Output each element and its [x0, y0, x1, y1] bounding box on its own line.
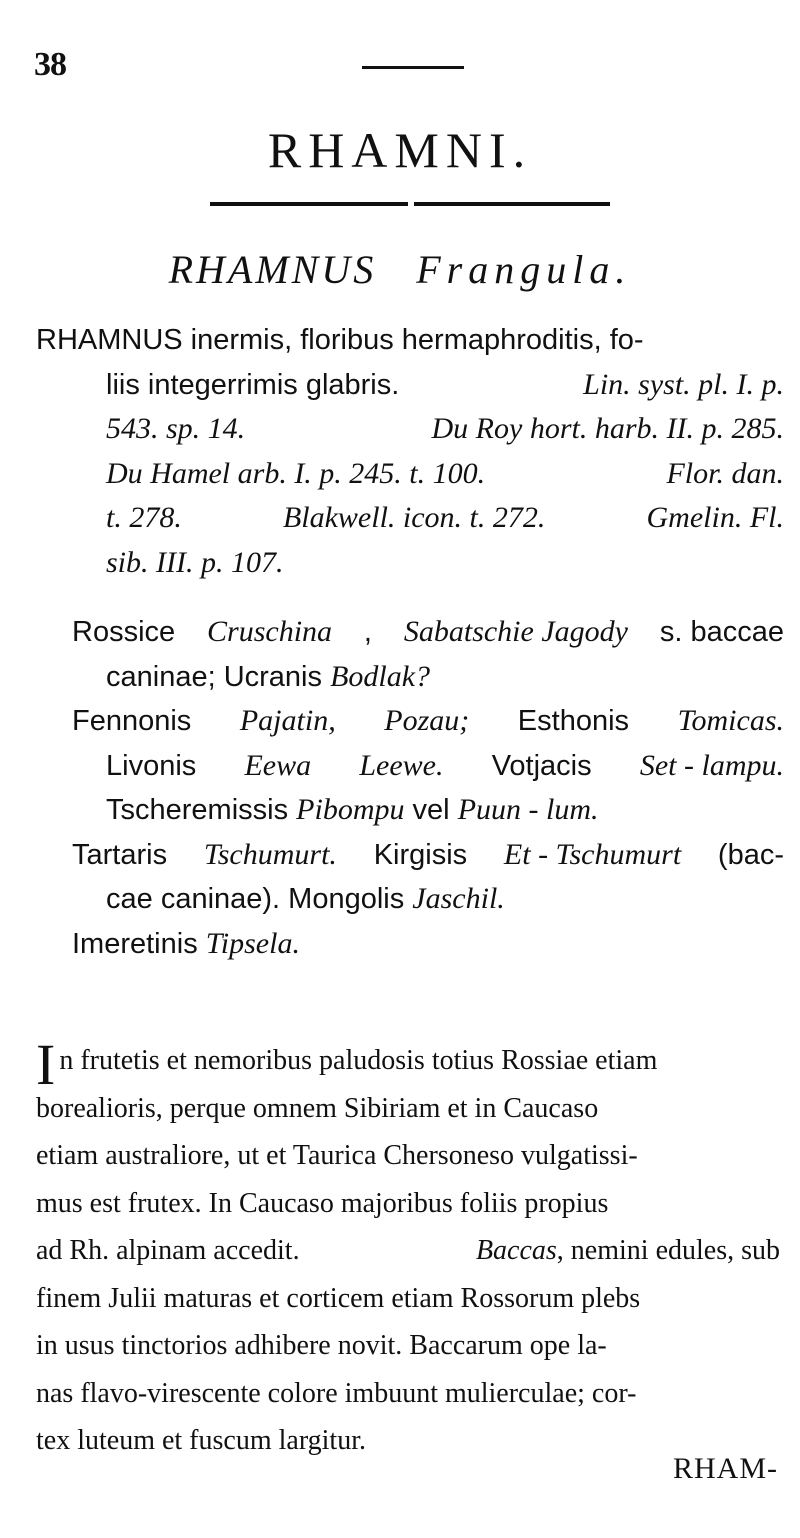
vernacular-block: [72, 610, 784, 966]
description-text: nas flavo-virescente colore imbuunt mulierculae; cor-: [36, 1377, 637, 1409]
vernacular-line: [72, 610, 784, 655]
lang-label: s. baccae: [659, 616, 784, 648]
vernacular-line: [72, 788, 784, 833]
drop-cap: I: [36, 1031, 56, 1097]
species-genus: RHAMNUS: [168, 247, 377, 292]
lang-label: vel: [412, 794, 450, 826]
lang-label: cae caninae). Mongolis: [106, 883, 405, 915]
heading-rule-right: [414, 202, 610, 206]
synonymy-citation: Blakwell. icon. t. 272.: [282, 501, 546, 534]
lang-label: Rossice: [72, 616, 176, 648]
vernacular-line: [72, 833, 784, 878]
lang-label: caninae; Ucranis: [106, 660, 322, 693]
vernacular-line: [72, 699, 784, 744]
lang-label: Livonis: [106, 749, 197, 782]
synonymy-citation: Du Hamel arb. I. p. 245. t. 100.: [106, 456, 486, 490]
vernacular-name: Bodlak?: [330, 659, 431, 693]
synonymy-citation: sib. III. p. 107.: [106, 545, 284, 579]
description-line: [36, 1417, 780, 1465]
lang-label: Kirgisis: [373, 838, 468, 871]
synonymy-line: [36, 496, 784, 541]
lang-label: Tartaris: [72, 838, 168, 871]
description-paragraph: [36, 1031, 780, 1465]
description-text: , nemini edules, sub: [556, 1235, 780, 1266]
synonymy-citation: Flor. dan.: [666, 456, 784, 490]
synonymy-text: liis integerrimis glabris.: [106, 368, 400, 401]
description-text: borealioris, perque omnem Sibiriam et in Caucaso: [36, 1092, 599, 1124]
synonymy-citation: t. 278.: [106, 501, 182, 534]
vernacular-name: Pibompu: [296, 793, 405, 826]
description-line: [36, 1322, 780, 1370]
description-text: ad Rh. alpinam accedit.: [36, 1235, 300, 1266]
synonymy-citation: 543. sp. 14.: [106, 412, 246, 445]
vernacular-name: Pozau;: [384, 704, 470, 737]
vernacular-name: Pajatin,: [239, 704, 336, 737]
vernacular-name: Eewa: [244, 748, 312, 782]
lang-label: Imeretinis: [72, 927, 198, 960]
vernacular-name: Tomicas.: [677, 704, 784, 737]
punct: ,: [363, 616, 372, 648]
vernacular-name: Et - Tschumurt: [503, 837, 682, 871]
description-text: mus est frutex. In Caucaso majoribus foliis propius: [36, 1187, 609, 1219]
synonymy-block: [36, 318, 784, 585]
vernacular-line: [72, 922, 784, 967]
lang-label: (bac-: [717, 838, 784, 871]
description-line: [36, 1227, 780, 1275]
description-line: [36, 1275, 780, 1323]
species-epithet: Frangula.: [416, 247, 632, 292]
genus-heading: RHAMNI.: [267, 122, 533, 178]
description-line: [36, 1132, 780, 1180]
description-text: in usus tinctorios adhibere novit. Baccarum ope la-: [36, 1330, 607, 1361]
vernacular-name: Set - lampu.: [639, 748, 784, 782]
description-line: [36, 1180, 780, 1228]
synonymy-citation: Lin. syst. pl. I. p.: [583, 367, 784, 401]
vernacular-name: Cruschina: [207, 615, 333, 648]
vernacular-name: Leewe.: [359, 748, 444, 782]
species-heading: [0, 246, 800, 294]
heading-rule-left: [210, 202, 408, 206]
vernacular-name: Tschumurt.: [203, 837, 337, 871]
vernacular-name: Jaschil.: [412, 882, 505, 915]
synonymy-citation: Du Roy hort. harb. II. p. 285.: [431, 412, 784, 445]
vernacular-name: Puun - lum.: [457, 793, 599, 826]
description-emphasis: Baccas: [475, 1235, 557, 1266]
vernacular-name: Tipsela.: [205, 926, 300, 960]
catchword: RHAM-: [672, 1452, 778, 1485]
description-line: [36, 1085, 780, 1133]
synonymy-line: [36, 452, 784, 497]
header-rule: [362, 66, 464, 69]
synonymy-line: [36, 407, 784, 452]
synonymy-line: [36, 363, 784, 408]
synonymy-line: [36, 318, 784, 363]
description-line: [36, 1370, 780, 1418]
description-text: etiam australiore, ut et Taurica Chersoneso vulgatissi-: [36, 1140, 638, 1171]
synonymy-text: RHAMNUS inermis, floribus hermaphroditis, fo-: [36, 324, 644, 356]
vernacular-line: [72, 877, 784, 922]
vernacular-line: [72, 744, 784, 789]
lang-label: Fennonis: [72, 705, 192, 737]
description-line: [36, 1031, 780, 1097]
lang-label: Votjacis: [491, 749, 592, 782]
description-text: finem Julii maturas et corticem etiam Rossorum plebs: [36, 1282, 641, 1314]
synonymy-citation: Gmelin. Fl.: [646, 501, 784, 534]
vernacular-name: Sabatschie Jagody: [403, 615, 628, 648]
synonymy-line: [36, 541, 784, 586]
lang-label: Esthonis: [517, 705, 630, 737]
vernacular-line: [72, 655, 784, 700]
page-number: 38: [34, 46, 66, 83]
description-text: tex luteum et fuscum largitur.: [36, 1425, 366, 1456]
lang-label: Tscheremissis: [106, 794, 289, 826]
description-text: n frutetis et nemoribus paludosis totius Rossiae etiam: [59, 1045, 658, 1076]
